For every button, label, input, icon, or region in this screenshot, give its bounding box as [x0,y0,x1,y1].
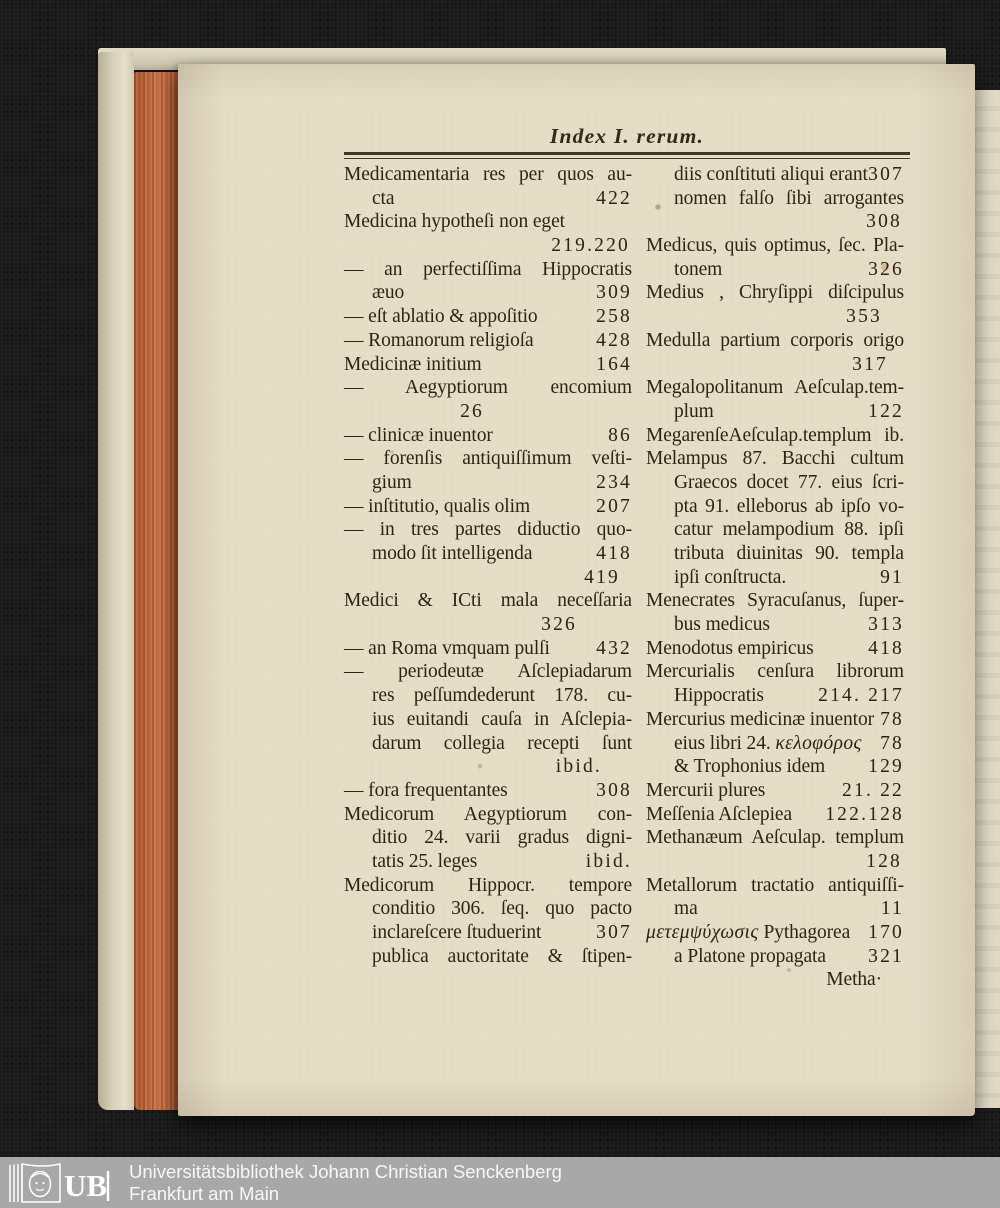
index-line: a Platone propagata 321 [674,945,904,967]
index-line: — clinicæ inuentor 86 [344,424,632,446]
ub-library-logo-icon [7,1161,113,1205]
index-line: 353 [846,306,882,328]
index-line: diis conſtituti aliqui erant 307 [674,164,904,185]
index-line: — eſt ablatio & appoſitio 258 [344,306,632,328]
index-line: publica auctoritate & ſtipen- [372,945,632,967]
index-line: Mercurialis cenſura librorum [646,661,904,683]
library-name-line1: Universitätsbibliothek Johann Christian Senckenberg [129,1160,562,1182]
index-line: — in tres partes diductio quo- [344,519,632,541]
index-line: Medicus, quis optimus, ſec. Pla- [646,235,904,257]
index-line: Medicamentaria res per quos au- [344,164,632,185]
index-line: bus medicus 313 [674,614,904,636]
index-line: conditio 306. ſeq. quo pacto [372,898,632,920]
index-line: Medicorum Hippocr. tempore [344,874,632,896]
index-line: MegarenſeAeſculap.templum ib. [646,424,904,446]
index-line: μετεμψύχωσις Pythagorea 170 [646,922,904,943]
index-line: Megalopolitanum Aeſculap.tem- [646,377,904,399]
page-title: Index I. rerum. [549,124,705,148]
index-line: darum collegia recepti ſunt [372,732,632,754]
index-line: — an perfectiſſima Hippocratis [344,258,632,280]
index-line: 26 [460,400,484,422]
index-line: Graecos docet 77. eius ſcri- [674,471,904,493]
index-line: plum 122 [674,400,904,422]
printed-text-block [344,124,910,992]
index-line: — inſtitutio, qualis olim 207 [344,495,632,517]
index-line: ibid. [555,756,602,778]
index-line: tatis 25. leges ibid. [372,850,632,872]
index-line: æuo 309 [372,282,632,304]
index-columns [344,163,910,992]
index-line: Medius , Chryſippi diſcipulus [646,282,904,304]
index-line: pta 91. elleborus ab ipſo vo- [674,495,904,517]
index-line: — Romanorum religioſa 428 [344,329,632,351]
index-line: 326 [541,614,577,636]
index-line: Medici & ICti mala neceſſaria [344,590,632,612]
facing-page-edge [972,90,1000,1108]
index-line: — Aegyptiorum encomium [344,377,632,399]
index-line: Medicina hypotheſi non eget [344,211,565,233]
index-line: catur melampodium 88. ipſi [674,519,904,541]
index-line: gium 234 [372,471,632,493]
index-line: 317 [852,353,888,375]
library-name-line2: Frankfurt am Main [129,1182,280,1204]
index-line: Menodotus empiricus 418 [646,637,904,659]
index-line: Hippocratis 214. 217 [674,685,904,707]
ub-logo-text: UB [64,1167,108,1203]
index-line: Mercurius medicinæ inuentor 78 [646,708,904,730]
index-line: nomen falſo ſibi arrogantes [674,187,904,209]
index-line: — forenſis antiquiſſimum veſti- [344,448,632,470]
index-line: 128 [866,850,902,872]
index-line: res peſſumdederunt 178. cu- [372,685,632,707]
index-line: ius euitandi cauſa in Aſclepia- [372,708,632,730]
index-line: 308 [866,211,902,233]
index-line: ipſi conſtructa. 91 [674,566,904,588]
index-column-right [646,163,904,992]
index-line: Meſſenia Aſclepiea 122.128 [646,803,904,825]
index-line: Medulla partium corporis origo [646,329,904,351]
index-line: 419 [584,566,620,588]
library-name [129,1161,562,1205]
index-line: Medicorum Aegyptiorum con- [344,803,632,825]
index-line: — fora frequentantes 308 [344,779,632,801]
index-line: — periodeutæ Aſclepiadarum [344,661,632,683]
index-line: Metallorum tractatio antiquiſſi- [646,874,904,896]
index-line: Methanæum Aeſculap. templum [646,827,904,849]
index-column-left [344,163,632,992]
index-line: ditio 24. varii gradus digni- [372,827,632,849]
index-line: tributa diuinitas 90. templa [674,543,904,564]
index-line: Menecrates Syracuſanus, ſuper- [646,590,904,612]
header-rule [344,152,910,159]
book-cover-left-edge [98,52,134,1110]
library-banner [0,1157,1000,1208]
index-line: cta 422 [372,187,632,209]
index-line: modo ſit intelligenda 418 [372,543,632,564]
index-line: Mercurii plures 21. 22 [646,779,904,801]
index-line: Melampus 87. Bacchi cultum [646,448,904,470]
book-red-fore-edge [134,72,178,1110]
index-line: & Trophonius idem 129 [674,756,904,778]
index-line: tonem 326 [674,258,904,280]
book-page-scan [178,64,975,1116]
index-line: — an Roma vmquam pulſi 432 [344,637,632,659]
index-line: eius libri 24. κελοφόρος 78 [674,732,904,754]
index-line: 219.220 [551,235,630,257]
index-line: Medicinæ initium 164 [344,353,632,375]
index-line: ma 11 [674,898,904,920]
index-line: inclareſcere ſtuduerint 307 [372,922,632,943]
index-line: Metha· [826,969,882,991]
